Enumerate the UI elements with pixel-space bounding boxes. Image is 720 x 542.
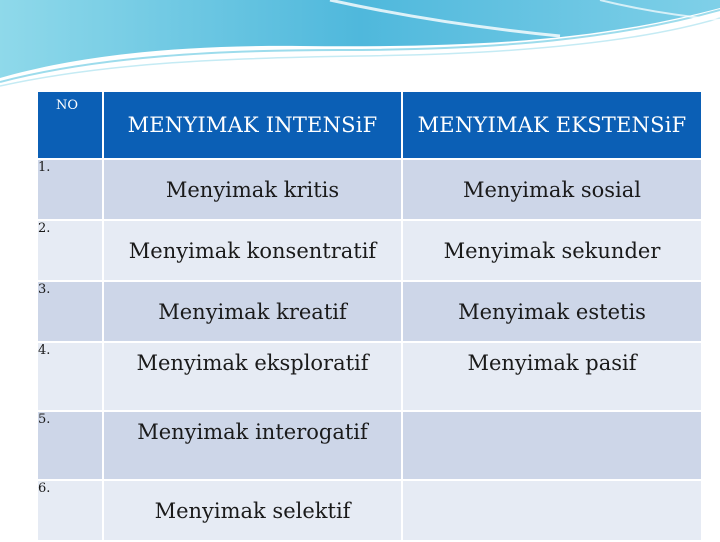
- table-row: [37, 281, 702, 342]
- table-row: [37, 220, 702, 281]
- intensif-cell: Menyimak eksploratif: [103, 342, 402, 411]
- row-number: 2.: [37, 220, 103, 281]
- ekstensif-cell: [402, 411, 702, 480]
- table-header-row: [37, 91, 702, 159]
- row-number: 3.: [37, 281, 103, 342]
- menyimak-table: [36, 90, 703, 542]
- row-number: 6.: [37, 480, 103, 541]
- table-row: [37, 480, 702, 541]
- intensif-cell: Menyimak interogatif: [103, 411, 402, 480]
- intensif-cell: Menyimak kreatif: [103, 281, 402, 342]
- ekstensif-cell: Menyimak sekunder: [402, 220, 702, 281]
- ekstensif-cell: [402, 480, 702, 541]
- intensif-cell: Menyimak kritis: [103, 159, 402, 220]
- intensif-cell: Menyimak selektif: [103, 480, 402, 541]
- ekstensif-cell: Menyimak estetis: [402, 281, 702, 342]
- header-ekstensif: MENYIMAK EKSTENSiF: [402, 91, 702, 159]
- header-no: NO: [37, 91, 103, 159]
- row-number: 1.: [37, 159, 103, 220]
- ekstensif-cell: Menyimak sosial: [402, 159, 702, 220]
- table-row: [37, 342, 702, 411]
- intensif-cell: Menyimak konsentratif: [103, 220, 402, 281]
- table-row: [37, 411, 702, 480]
- header-intensif: MENYIMAK INTENSiF: [103, 91, 402, 159]
- row-number: 4.: [37, 342, 103, 411]
- row-number: 5.: [37, 411, 103, 480]
- ekstensif-cell: Menyimak pasif: [402, 342, 702, 411]
- table-row: [37, 159, 702, 220]
- decorative-wave-banner: [0, 0, 720, 90]
